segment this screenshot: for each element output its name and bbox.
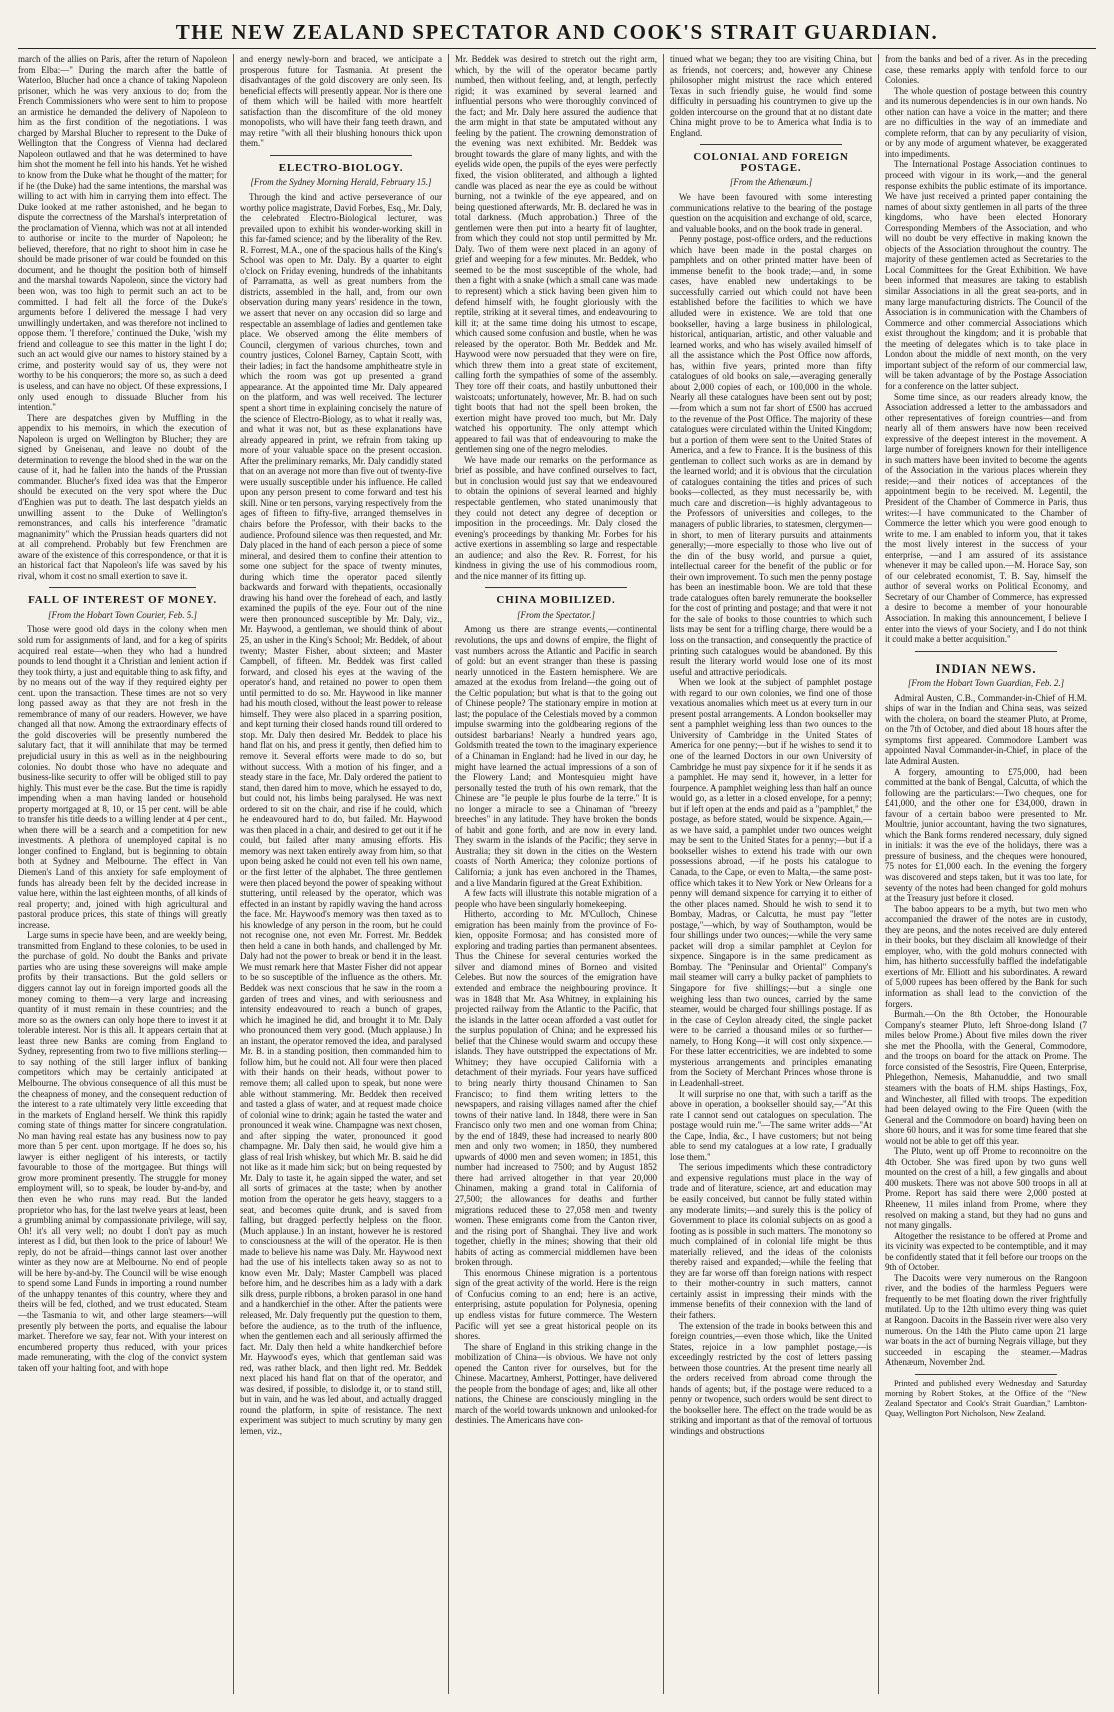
article-source: [From the Hobart Town Courier, Feb. 5.] [47,609,198,620]
divider [700,144,841,145]
columns [18,54,1096,1694]
article-source: [From the Sydney Morning Herald, February 15.] [250,177,432,188]
paragraph: A forgery, amounting to £75,000, had been committed at the bank of Bengal, Calcutta, of which the following are the particulars:—Two cheques, one for £41,000, and the other one for £34,000, drawn in favour of a certain baboo were presented to Mr. Moultrie, junior accountant, having the two signatures, which the Bank forms rendered necessary, duly signed in initials: it was the eve of the holidays, there was a pressure of business, and the cheques were honoured, 75 notes for £1,000 each. In the evening the forgery was discovered and steps taken, but it was too late, for seventy of the notes had been changed for gold mohurs at the Treasury just before it closed. [885,766,1087,904]
column-5 [878,54,1093,1694]
paragraph: We have been favoured with some interesting communications relative to the bearing of the postage question on the acquisition and exchange of old, scarce, and valuable books, and on the book trade in general. [670,192,872,234]
article-source: [From the Athenæum.] [729,177,813,188]
masthead: THE NEW ZEALAND SPECTATOR AND COOK'S STRAIT GUARDIAN. [18,20,1096,49]
article-heading: CHINA MOBILIZED. [496,594,616,607]
paragraph: Burmah.—On the 8th October, the Honourable Company's steamer Pluto, left Shroe-dong Island (7 miles below Prome.) About five miles down the river she met the Phoolla, with the General, Commodore, and the troops on board for the attack on Prome. The force consisted of the Sesostris, Fire Queen, Enterprise, Phlegethon, Nemesis, Mahanuddie, and two small steamers with the boats of H.M. ships Hastings, Fox, and Winchester, all filled with troops. The expedition had been delayed owing to the Fire Queen (with the General and the Commodore on board) having been on shore 60 hours, and it was for some time feared that she would not be able to get off this year. [885,1009,1087,1146]
paragraph: Mr. Beddek was desired to stretch out the right arm, which, by the will of the operator became partly numbed, then without feeling, and, at length, perfectly rigid; it was examined by several learned and influential persons who were thoroughly convinced of the fact; and Mr. Daly here assured the audience that the arm might in that state be amputated without any feeling by the patient. The crowning demonstration of the evening was next exhibited. Mr. Beddek was brought towards the glare of many lights, and with the eyelids wide open, the pupils of the eyes were perfectly fixed, the vision obliterated, and although a lighted candle was placed as near the eye as could be without burning, not a twinkle of the eye appeared, and on being questioned afterwards, Mr. B. declared he was in total darkness. (Much approbation.) Three of the gentlemen were then put into a hearty fit of laughter, from which they could not stop until permitted by Mr. Daly. Two of them were next placed in an agony of grief and weeping for a few minutes. Mr. Beddek, who seemed to be the most susceptible of the whole, had then a fight with a snake (which a small cane was made to represent) which a stick having been given him to defend himself with, he fought gloriously with the reptile, striking at it several times, and endeavouring to kill it; at the same time doing his utmost to escape, which caused some confusion and bustle, when he was released by the operator. Both Mr. Beddek and Mr. Haywood were now persuaded that they were on fire, which threw them into a great state of excitement, calling forth the sympathies of some of the assembly. They tore off their coats, and hastily unbuttoned their waistcoats; unfortunately, however, Mr. B. had on such tight boots that had not the spell been broken, the exertion might have proved too much, but Mr. Daly watched his opportunity. The only attempt which appeared to fail was that of endeavouring to make the gentlemen sing one of the negro melodies. [455,54,657,455]
paragraph: This enormous Chinese migration is a portentous sign of the great activity of the world. Here is the reign of Confucius coming to an end; here is an active, enterprising, astute population for Polynesia, opening up endless vistas for future commerce. The Western Pacific will yet see a great historical people on its shores. [455,1267,657,1342]
column-2 [233,54,448,1694]
column-3 [448,54,663,1694]
paragraph: Among us there are strange events,—continental revolutions, the ups and downs of empire, the flight of vast numbers across the Atlantic and Pacific in search of gold: but an event stranger than these is passing nearly unnoticed in the Eastern hemisphere. We are amazed at the exodus from Ireland—the going out of the Celtic population; but what is that to the going out of Chinese people? The stationary empire in motion at last; the populace of the Celestials moved by a common impulse swarming into the goldbearing regions of the outsidest barbarians! Nearly a hundred years ago, Goldsmith treated the town to the imaginary experience of a Chinaman in England: had he lived in our day, he might have learned the actual impressions of a son of the Flowery Land; and Montesquieu might have personally tested the truth of his own remark, that the Chinese are "le peuple le plus fourbe de la terre." It is no longer a miracle to see a Chinaman of "breezy breeches" in any latitude. They have broken the bonds of habit and gone forth, and are now in every land. They swarm in the islands of the Pacific; they serve in Australia; they sit down in the cities on the Western coasts of North America; they colonize portions of California; a junk has even anchored in the Thames, and a live Mandarin figured at the Great Exhibition. [455,624,657,888]
divider [270,155,411,156]
paragraph: A few facts will illustrate this notable migration of a people who have been singularly homekeeping. [455,888,657,909]
paragraph: march of the allies on Paris, after the return of Napoleon from Elba:—" During the march after the battle of Waterloo, Blucher had once a chance of taking Napoleon prisoner, which he was very anxious to do; from the French Commissioners who were sent to him to propose an armistice he demanded the delivery of Napoleon to him as the first condition of the negotiations. I was charged by Marshal Blucher to represent to the Duke of Wellington that the Congress of Vienna had declared Napoleon outlawed and that he was determined to have him shot the moment he fell into his hands. Yet he wished to know from the Duke what he thought of the matter; for if he (the Duke) had the same intentions, the marshal was willing to act with him in carrying them into effect. The Duke looked at me rather astonished, and he began to dispute the correctness of the Marshal's interpretation of the proclamation of Vienna, which was not at all intended to authorise or incite to the murder of Napoleon; he believed, therefore, that no right to shoot him in case he should be made prisoner of war could be founded on this document, and he thought the position both of himself and the marshal towards Napoleon, since the victory had been won, was too high to permit such an act to be committed. I had felt all the force of the Duke's arguments before I delivered the message I had very unwillingly undertaken, and was therefore not inclined to oppose them. 'I therefore,' continued the Duke, 'wish my friend and colleague to see this matter in the light I do; such an act would give our names to history stained by a crime, and posterity would say of us, they were not worthy to be his conquerors; the more so, as such a deed is useless, and can have no object. Of these expressions, I only used enough to dissuade Blucher from his intention." [18,54,227,413]
paragraph: When we look at the subject of pamphlet postage with regard to our own colonies, we find one of those vexatious anomalies which meet us at every turn in our present postal arrangements. A London bookseller may sent a pamphlet weighing less than two ounces to the University of Cambridge in the United States of America for one penny;—but if he wishes to send it to one of the learned Doctors in our own University of Cambridge he must pay sixpence for it if he sends it as a pamphlet. He may send it, however, in a letter for fourpence. A pamphlet weighing less than half an ounce would go, as a letter in a closed envelope, for a penny; but if left open at the ends and paid as a "pamphlet," the postage, as before stated, would be sixpence. Again,—as we have said, a pamphlet under two ounces weight may be sent to the United States for a penny;—but if a bookseller wishes to extend his trade with our own possessions abroad, —if he posts his catalogue to Canada, to the Cape, or even to Malta,—the same post-office which takes it to New York or New Orleans for a penny will demand sixpence for carrying it to either of the other places named. Should he wish to send it to Bombay, Madras, or Calcutta, he must pay "letter postage,"—which, by way of Southampton, would be four shillings under two ounces;—while the very same packet will drop a similar pamphlet at Ceylon for sixpence. Singapore is in the same predicament as Bombay. The "Peninsular and Oriental" Company's mail steamer will carry a bulky packet of pamphlets to Singapore for five shillings;—but a single one weighing less than two ounces, carried by the same steamer, would be charged four shillings postage. If as in the case of Ceylon already cited, the single packet were to be carried a thousand miles or so further—namely, to Hong Kong—it will cost only sixpence.—For these latter eccentricities, we are indebted to some mysterious arrangements and principles emanating from the Society of Merchant Princes whose throne is in Leadenhall-street. [670,677,872,1088]
paragraph: Some time since, as our readers already know, the Association addressed a letter to the ambassadors and other representatives of foreign countries—and from nearly all of them answers have now been received expressive of the deepest interest in the movement. A large number of foreigners known for their intelligence in such matters have been invited to become the agents of the Association in the various places wherein they reside;—and their notices of acceptances of the appointment begin to be received. M. Legentil, the President of the Chamber of Commerce in Paris, thus writes:—I have communicated to the Chamber of Commerce the letter which you were good enough to write to me. I am enabled to inform you, that it takes the most lively interest in the success of your enterprise, —and I am assured of its assistance whenever it may be called upon.—M. Horace Say, son of our celebrated economist, T. B. Say, himself the author of several works on Political Economy, and Secretary of our Chamber of Commerce, has expressed a desire to become a member of your honourable Association. In making this announcement, I believe I enter into the views of your Society, and I do not think it could make a better acquisition." [885,391,1087,645]
article-heading: ELECTRO-BIOLOGY. [278,161,404,174]
article-heading: INDIAN NEWS. [935,661,1037,676]
paragraph: The share of England in this striking change in the mobilization of China—is obvious. We have not only opened the Canton river for ourselves, but for the Chinese. Macartney, Amherst, Pottinger, have delivered the people from the bondage of ages; and, like all other nations, the Chinese are consciously mingling in the march of the world towards unknown and unlooked-for destinies. The Americans have con- [455,1341,657,1426]
imprint: Printed and published every Wednesday and Saturday morning by Robert Stokes, at the Office of the "New Zealand Spectator and Cook's Strait Guardian," Lambton-Quay, Wellington Port Nicholson, New Zealand. [885,1378,1087,1418]
paragraph: Through the kind and active perseverance of our worthy police magistrate, David Forbes, Esq., Mr. Daly, the celebrated Electro-Biological lecturer, was prevailed upon to exhibit his wonder-working skill in this far-famed science; and by the liberality of the Rev. R. Forrest, M.A., one of the spacious halls of the King's School was open to Mr. Daly. By a quarter to eight o'clock on Friday evening, hundreds of the inhabitants of Parramatta, as well as great numbers from the districts, assembled in the hall, and, from our own observation during many years' residence in the town, we assert that never on any occasion did so large and respectable an assemblage of ladies and gentlemen take place. We observed among the élite members of Council, clergymen of various churches, town and country justices, Colonel Barney, Captain Scott, with their ladies; in fact the handsome amphitheatre style in which the room was got up presented a grand appearance. At the appointed time Mr. Daly appeared on the platform, and was well received. The lecturer spent a short time in explaining concisely the nature of the science of Electro-Biology, as to what it really was, and what it was not, but as these explanations have already appeared in print, we refrain from taking up more of your valuable space on the present occasion. After the preliminary remarks, Mr. Daly candidly stated that on an average not more than five out of twenty-five were usually susceptible under his influence. He called upon any person present to come forward and test his skill. Nine or ten persons, varying respectively from the ages of fifteen to fifty-five, arranged themselves in chairs before the Professor, with their backs to the audience. Profound silence was then requested, and Mr. Daly placed in the hand of each person a piece of some mineral, and desired them to confine their attention to some one subject for the space of twenty minutes, during which time the operator paced silently backwards and forward with thepatients, occasionally drawing his hand over the forehead of each, and lastly examined the pupils of the eye. Four out of the nine were then pronounced susceptible by Mr. Daly, viz., Mr. Haywood, a gentleman, we should think of about 25, an usher in the King's School; Mr. Beddek, of about twenty; Master Fisher, about sixteen; and Master Campbell, of fifteen. Mr. Beddek was first called forward, and closed his eyes at the waving of the operator's hand, and retained no power to open them until permitted to do so. Mr. Haywood in like manner had his mouth closed, without the least power to release himself. They were also placed in a sparring position, and kept turning their closed hands round till ordered to stop. Mr. Daly then desired Mr. Beddek to place his hand flat on his, and press it gently, then defied him to remove it. Several efforts were made to do so, but without success. With a motion of his finger, and a steady stare in the face, Mr. Daly ordered the patient to stand, then dared him to move, which he essayed to do, but could not, his limbs being paralysed. He was next ordered to sit on the chair, and rise if he could, which he endeavoured hard to do, but failed. Mr. Haywood was then placed in a chair, and desired to get out it if he could, but failed after many amusing efforts. His memory was next taken entirely away from him, so that upon being asked he could not even tell his own name, or the first letter of the alphabet. The three gentlemen were then placed beyond the power of speaking without stuttering, until released by the operator, which was effected in an instant by rapidly waving the hand across the face. Mr. Haywood's memory was then taxed as to his knowledge of any person in the room, but he could not recognise one, not even Mr. Forrest. Mr. Beddek then held a cane in both hands, and challenged by Mr. Daly had not the power to break or bend it in the least. We must remark here that Master Fisher did not appear to be so susceptible of the influence as the others. Mr. Beddek was next conscious that he saw in the room a garden of trees and vines, and with seriousness and intensity endeavoured to reach a bunch of grapes, which he imagined he did, and brought it to Mr. Daly who pronounced them very good. (Much applause.) In an instant, the operator removed the idea, and paralysed Mr. B. in a standing position, then commanded him to follow him, but he could not. All four were then placed with their hands on their heads, without power to remove them; all called upon to speak, but none were able without stammering. Mr. Beddek then received and tasted a glass of water, and at request made choice of colonial wine to drink; again he tasted the water and pronounced it weak wine. Champagne was next chosen, and after sipping the water, pronounced it good champagne. Mr. Daly then said, he would give him a glass of real Irish whiskey, but which Mr. B. said he did not like as it made him sick; but on being requested by Mr. Daly to taste it, he again sipped the water, and set all sorts of grimaces at the taste; when by another motion from the operator he gets heavy, staggers to a seat, and becomes quite drunk, and is saved from falling, but dragged perfectly helpless on the floor. (Much applause.) In an instant, however he is restored to consciousness at the will of the operator. He is then made to believe his name was Daly. Mr. Haywood next had the use of his intellects taken away so as not to know even Mr. Daly; Master Campbell was placed before him, and he describes him as a lady with a dark silk dress, purple ribbons, a broken parasol in one hand and a handkerchief in the other. After the patients were released, Mr. Daly frequently put the question to them, before the audience, as to the truth of the influence, when the gentlemen each and all seriously affirmed the fact. Mr. Daly then held a white handkerchief before Mr. Haywood's eyes, which that gentleman said was red, was rather black, and then light red. Mr. Beddek next placed his hand flat on that of the operator, and was desired, if possible, to dislodge it, or to stand still, but in vain, and he was led about, and actually dragged round the platform, in spite of resistance. The next experiment was subject to much scrutiny by many gen lemen, viz., [240,192,442,1436]
paragraph: Large sums in specie have been, and are weekly being, transmitted from England to these colonies, to be used in the purchase of gold. No doubt the Banks and private parties who are using these sovereigns will make ample profits by their transactions. But the gold sellers or diggers cannot lay out in foreign imported goods all the money coming to them—a very large and increasing quantity of it must remain in these countries; and the more so as the owners can only hope there to invest it at tolerable interest. Nor is this all. It appears certain that at least three new Banks are coming from England to Sydney, representing from two to five millions sterling—to say nothing of the still larger influx of banking competitors which may be certainly anticipated at Melbourne. The obvious consequence of all this must be the cheapness of money, and the consequent reduction of the interest to a rate ultimately very little exceeding that in the markets of England herself. We think this rapidly coming state of things matter for sincere congratulation. No man having real estate has any business now to pay more than 5 per cent. upon mortgage. If he does so, his lawyer is either negligent of his interests, or tactily favourable to those of the mortgagee. But things will grow more prominent presently. The struggle for money employment will, so to speak, be louder by-and-by, and then even he who runs may read. But the landed proprietor who has, for the last twelve years at least, been a grumbling animal by compassionate privilege, will say, Oh! it's all very well; no doubt I don't pay as much interest as I did, but then look to the price of labour! We reply, do not be afraid—things cannot last over another winter as they now are at Melbourne. No end of people will be here by-and-by. The Council will be wise enough to spend some Land Funds in importing a round number of the unhappy tenantes of this country, where they and theirs will be fed, clothed, and we trust educated. Steam—the Tasmania to wit, and other large steamers—will presently ply between the ports, and equalise the labour market. Therefore we say, fear not. With your interest on encumbered property thus reduced, with your prices made remunerating, with the clog of the convict system taken off your halting foot, and with hope [18,930,227,1373]
paragraph: The International Postage Association continues to proceed with vigour in its work,—and the general response exhibits the public estimate of its importance. We have just received a printed paper containing the names of about sixty gentlemen in all parts of the three kingdoms, who have been elected Honorary Corresponding Members of the Association, and who will no doubt be very effective in making known the objects of the Association throughout the country. The majority of these gentlemen acted as Secretaries to the Local Committees for the Great Exhibition. We have been informed that measures are taking to establish similar Associations in all the great sea-ports, and in many large manufacturing districts. The Council of the Association is in communication with the Chambers of Commerce and other commercial Associations which exist throughout the kingdom; and it is probable that the meeting of delegates which is to take place in London about the middle of next month, on the very important subject of the reform of our commercial law, will be taken advantage of by the Postage Association for a conference on the latter subject. [885,159,1087,391]
paragraph: and energy newly-born and braced, we anticipate a prosperous future for Tasmania. At present the disadvantages of the gold discovery are only seen. Its beneficial effects will presently appear. Nor is there one of them which will be hailed with more heartfelt satisfaction than the discomfiture of the old money monopolists, who will have their fang teeth drawn, and may retire "with all their blushing honours thick upon them." [240,54,442,149]
paragraph: The baboo appears to be a myth, but two men who accompanied the drawer of the notes are in custody, they are peons, and the notes received are duly entered in their books, but they disclaim all knowledge of their employer, who, with the gold mohurs connected with him, has hitherto successfully baffled the indefatigable exertions of Mr. Elliott and his subordinates. A reward of 5,000 rupees has been offered by the Bank for such information as shall lead to the conviction of the forgers. [885,903,1087,1009]
article-heading: FALL OF INTEREST OF MONEY. [28,594,217,607]
paragraph: Those were good old days in the colony when men sold rum for assignments of land, and for a keg of spirits acquired real estate—when they who had a hundred pounds to lend thought it a Christian and lenient action if they took thirty, a just and equitable thing to ask fifty, and by no means out of the way if they required eighty per cent. upon the transaction. These times are not so very long passed away as that they are not fresh in the remembrance of many of our readers. However, we have changed all that now. Among the extraordinary effects of the gold discoveries will be presently numbered the salutary fact, that it will annihilate that may be termed prejudicial usury in this as well as in the neighbouring colonies. No doubt those who have no adequate and business-like security to offer will be obliged still to pay highly. This must ever be the case. But the time is rapidly impending when a man having landed or household property mortgaged at 8, 10, or 15 per cent. will be able to transfer his title deeds to a willing lender at 4 per cent., when there will be a search and a competition for new investments. A plethora of unemployed capital is no longer confined to England, but is beginning to obtain both at Sydney and Melbourne. The effect in Van Diemen's Land of this anxiety for safe employment of funds has already been felt by the decided increase in value here, within the last eighteen months, of all kinds of real property; and, joined with high agricultural and pastoral produce prices, this state of things will greatly increase. [18,624,227,930]
paragraph: from the banks and bed of a river. As in the preceding case, these remarks apply with tenfold force to our Colonies. [885,54,1087,86]
article-source: [From the Spectator.] [517,609,595,620]
paragraph: Hitherto, according to Mr. M'Culloch, Chinese emigration has been mainly from the province of Fo-kien, opposite Formosa; and has consisted more of exploring and trading parties than permanent absentees. Thus the Chinese for several centuries worked the silver and diamond mines of Borneo and visited Celebes. But now the sources of the emigration have extended and embrace the neighbouring province. It was in 1848 that Mr. Asa Whitney, in explaining his projected railway from the Atlantic to the Pacific, that the islands in the latter ocean afforded a vast outlet for the surplus population of China; and he expressed his belief that the Chinese would swarm and occupy these islands. They have outstripped the expectations of Mr. Whitney; they have occupied California with a detachment of their myriads. Four years have sufficed to bring nearly thirty thousand Chinamen to San Francisco; to find them writing letters to the newspapers, and raising villages named after the chief towns of their native land. In 1848, there were in San Francisco only two men and one woman from China; by the end of 1849, these had increased to nearly 800 men and only two women; in 1850, they numbered upwards of 4000 men and seven women; in 1851, this number had increased to 7500; and by August 1852 there had arrived altogether in that year 20,000 Chinamen, making a grand total in California of 27,500; the allowances for deaths and further migrations reduced these to 27,058 men and twenty women. These emigrants come from the Canton river, and the rising port of Shanghai. They live and work together, chiefly in the mines; showing that their old habits of acting as commercial middlemen have been broken through. [455,909,657,1268]
paragraph: The Dacoits were very numerous on the Rangoon river, and the bodies of the harmless Peguers were frequently to be met floating down the river frightfully mutilated. Up to the 12th ultimo every thing was quiet at Rangoon. Dacoits in the Bassein river were also very numerous. On the 14th the Pluto came upon 21 large war boats in the act of burning Negrais village, but they succeeded in escaping the steamer.—Madras Athenæum, November 2nd. [885,1272,1087,1368]
divider [49,587,195,588]
paragraph: We have made our remarks on the performance as brief as possible, and have confined ourselves to fact, but in conclusion would just say that we endeavoured to obtain the opinions of several learned and highly respectable gentlemen, who stated unanimously that they could not detect any degree of deception or imposition in the proceedings. Mr. Daly closed the evening's proceedings by thanking Mr. Forbes for his active exertions in assembling so large and respectable an audience; and also the Rev. R. Forrest, for his kindness in giving the use of his commodious room, and the nice manner of its fitting up. [455,454,657,581]
paragraph: tinued what we began; they too are visiting China, but as friends, not coercers; and, however any Chinese philosopher might mistrust the race which entered Texas in such friendly guise, he would find some difficulty in persuading his countrymen to give up the golden intercourse on the ground that at no distant date China might prove to be to America what India is to England. [670,54,872,138]
paragraph: Admiral Austen, C.B., Commander-in-Chief of H.M. ships of war in the Indian and China seas, was seized with the cholera, on board the steamer Pluto, at Prome, on the 7th of October, and died about 18 hours after the symptoms first appeared. Commodore Lambert was appointed Naval Commander-in-Chief, in place of the late Admiral Austen. [885,692,1087,766]
article-source: [From the Hobart Town Guardian, Feb. 2.] [907,678,1065,689]
paragraph: The Pluto, went up off Prome to reconnoitre on the 4th October. She was fired upon by two guns well mounted on the crest of a hill, a few gingalls and about 400 muskets. There was not above 500 troops in all at Prome. Report has said there were 2,000 posted at Rheenew, 11 miles inland from Prome, where they resolved on making a stand, but they had no guns and not many gingalls. [885,1146,1087,1231]
divider [485,587,626,588]
paragraph: It will surprise no one that, with such a tariff as the above in operation, a bookseller should say,—"At this rate I cannot send out catalogues on speculation. The postage would ruin me."—The same writer adds—"At the Cape, India, &c., I have customers; but not being able to send my catalogues at a low rate, I gradually lose them." [670,1088,872,1162]
divider [915,1374,1056,1375]
article-heading: COLONIAL AND FOREIGN POSTAGE. [693,151,849,174]
paragraph: The extension of the trade in books between this and foreign countries,—even those which, like the United States, rejoice in a low pamphlet postage,—is exceedingly restricted by the cost of letters passing between those countries. At the present time nearly all the orders received from abroad come through the hands of agents; but, if the postage were reduced to a penny or twopence, such orders would be sent direct to the bookseller here. The effect on the trade would be as striking and important as that of the removal of tortuous windings and obstructions [670,1320,872,1436]
paragraph: The serious impediments which these contradictory and expensive regulations must place in the way of trade and of literature, science, art and education may be easily conceived, but cannot be fully stated within any moderate limits;—and surely this is the policy of Government to place its colonial subjects on as good a footing as is possible in such matters. The monotony so much complained of in colonial life might be thus materially relieved, and the ideas of the colonists thereby raised and expanded;—while the feeling that they are far worse off than foreign nations with respect to their mother-country in such matters, cannot certainly assist in impressing their minds with the immense benefits of their connexion with the land of their fathers. [670,1162,872,1320]
paragraph: The whole question of postage between this country and its numerous dependencies is in our own hands. No other nation can have a voice in the matter; and there are no difficulties in the way of an immediate and complete reform, that can by any peculiarity of vision, or by any mode of argument whatever, be exaggerated into impediments. [885,85,1087,159]
column-4 [663,54,878,1694]
column-1 [18,54,233,1694]
paragraph: There are despatches given by Muffling in the appendix to his memoirs, in which the execution of Napoleon is urged on Wellington by Blucher; they are signed by Gneisenau, and leave no doubt of the determination to revenge the blood shed in the war on the cause of it, had he fallen into the hands of the Prussian commander. Blucher's fixed idea was that the Emperor should be executed on the very spot where the Duc d'Enghien was put to death. The last despatch yields an unwilling assent to the Duke of Wellington's remonstrances, and calls his interference "dramatic magnanimity" which the Prussian heads quarters did not at all comprehend. Probably but few Frenchmen are aware of the existence of this correspondence, or that it is an historical fact that Napoleon's life was saved by his rival, whom it cost no small exertion to save it. [18,412,227,581]
paragraph: Altogether the resistance to be offered at Prome and its vicinity was expected to be contemptible, and it may be confidently stated that it fell before our troops on the 9th of October. [885,1230,1087,1273]
divider [915,651,1056,652]
paragraph: Penny postage, post-office orders, and the reductions which have been made in the postal charges on pamphlets and on other printed matter have been of immense benefit to the book trade;—and, in some cases, have enabled new undertakings to be successfully carried out which could not have been established before the facilities to which we have alluded were in existence. We are told that one bookseller, having a large business in philological, historical, antiquarian, artistic, and other valuable and learned works, and who has wisely availed himself of all the assistance which the Post Office now affords, has, within five years, printed more than fifty catalogues of old books on sale,—averaging generally about 2,000 copies of each, or 100,000 in the whole. Nearly all these catalogues have been sent out by post;—from which a sum not far short of £500 has accrued to the revenue of the Post Office. The majority of these catalogues were circulated within the United Kingdom; but a portion of them were sent to the United States of America, and a few to France. It is the business of this gentleman to collect such works as are in demand by the learned world; and it is obvious that the circulation of catalogues containing the titles and prices of such books—collected, as they must necessarily be, with much care and discretion—is highly advantageous to the Professors of universities and colleges, to the managers of public libraries, to statesmen, clergymen—in short, to men of literary pursuits and attainments generally;—more especially to those who live out of the din of the busy world, and pursue a quiet, intellectual career for the benefit of the public or for their own improvement. To such men the penny postage has been an inestimable boon. We are told that these trade catalogues often barely remunerate the bookseller for the cost of printing and postage; and that were it not for the sale of books to those countries to which such lists may be sent for a trifling charge, there would be a loss on the transaction, and consequently the practice of printing such catalogues would be abandoned. By this result the literary world would lose one of its most useful and attractive periodicals. [670,234,872,677]
